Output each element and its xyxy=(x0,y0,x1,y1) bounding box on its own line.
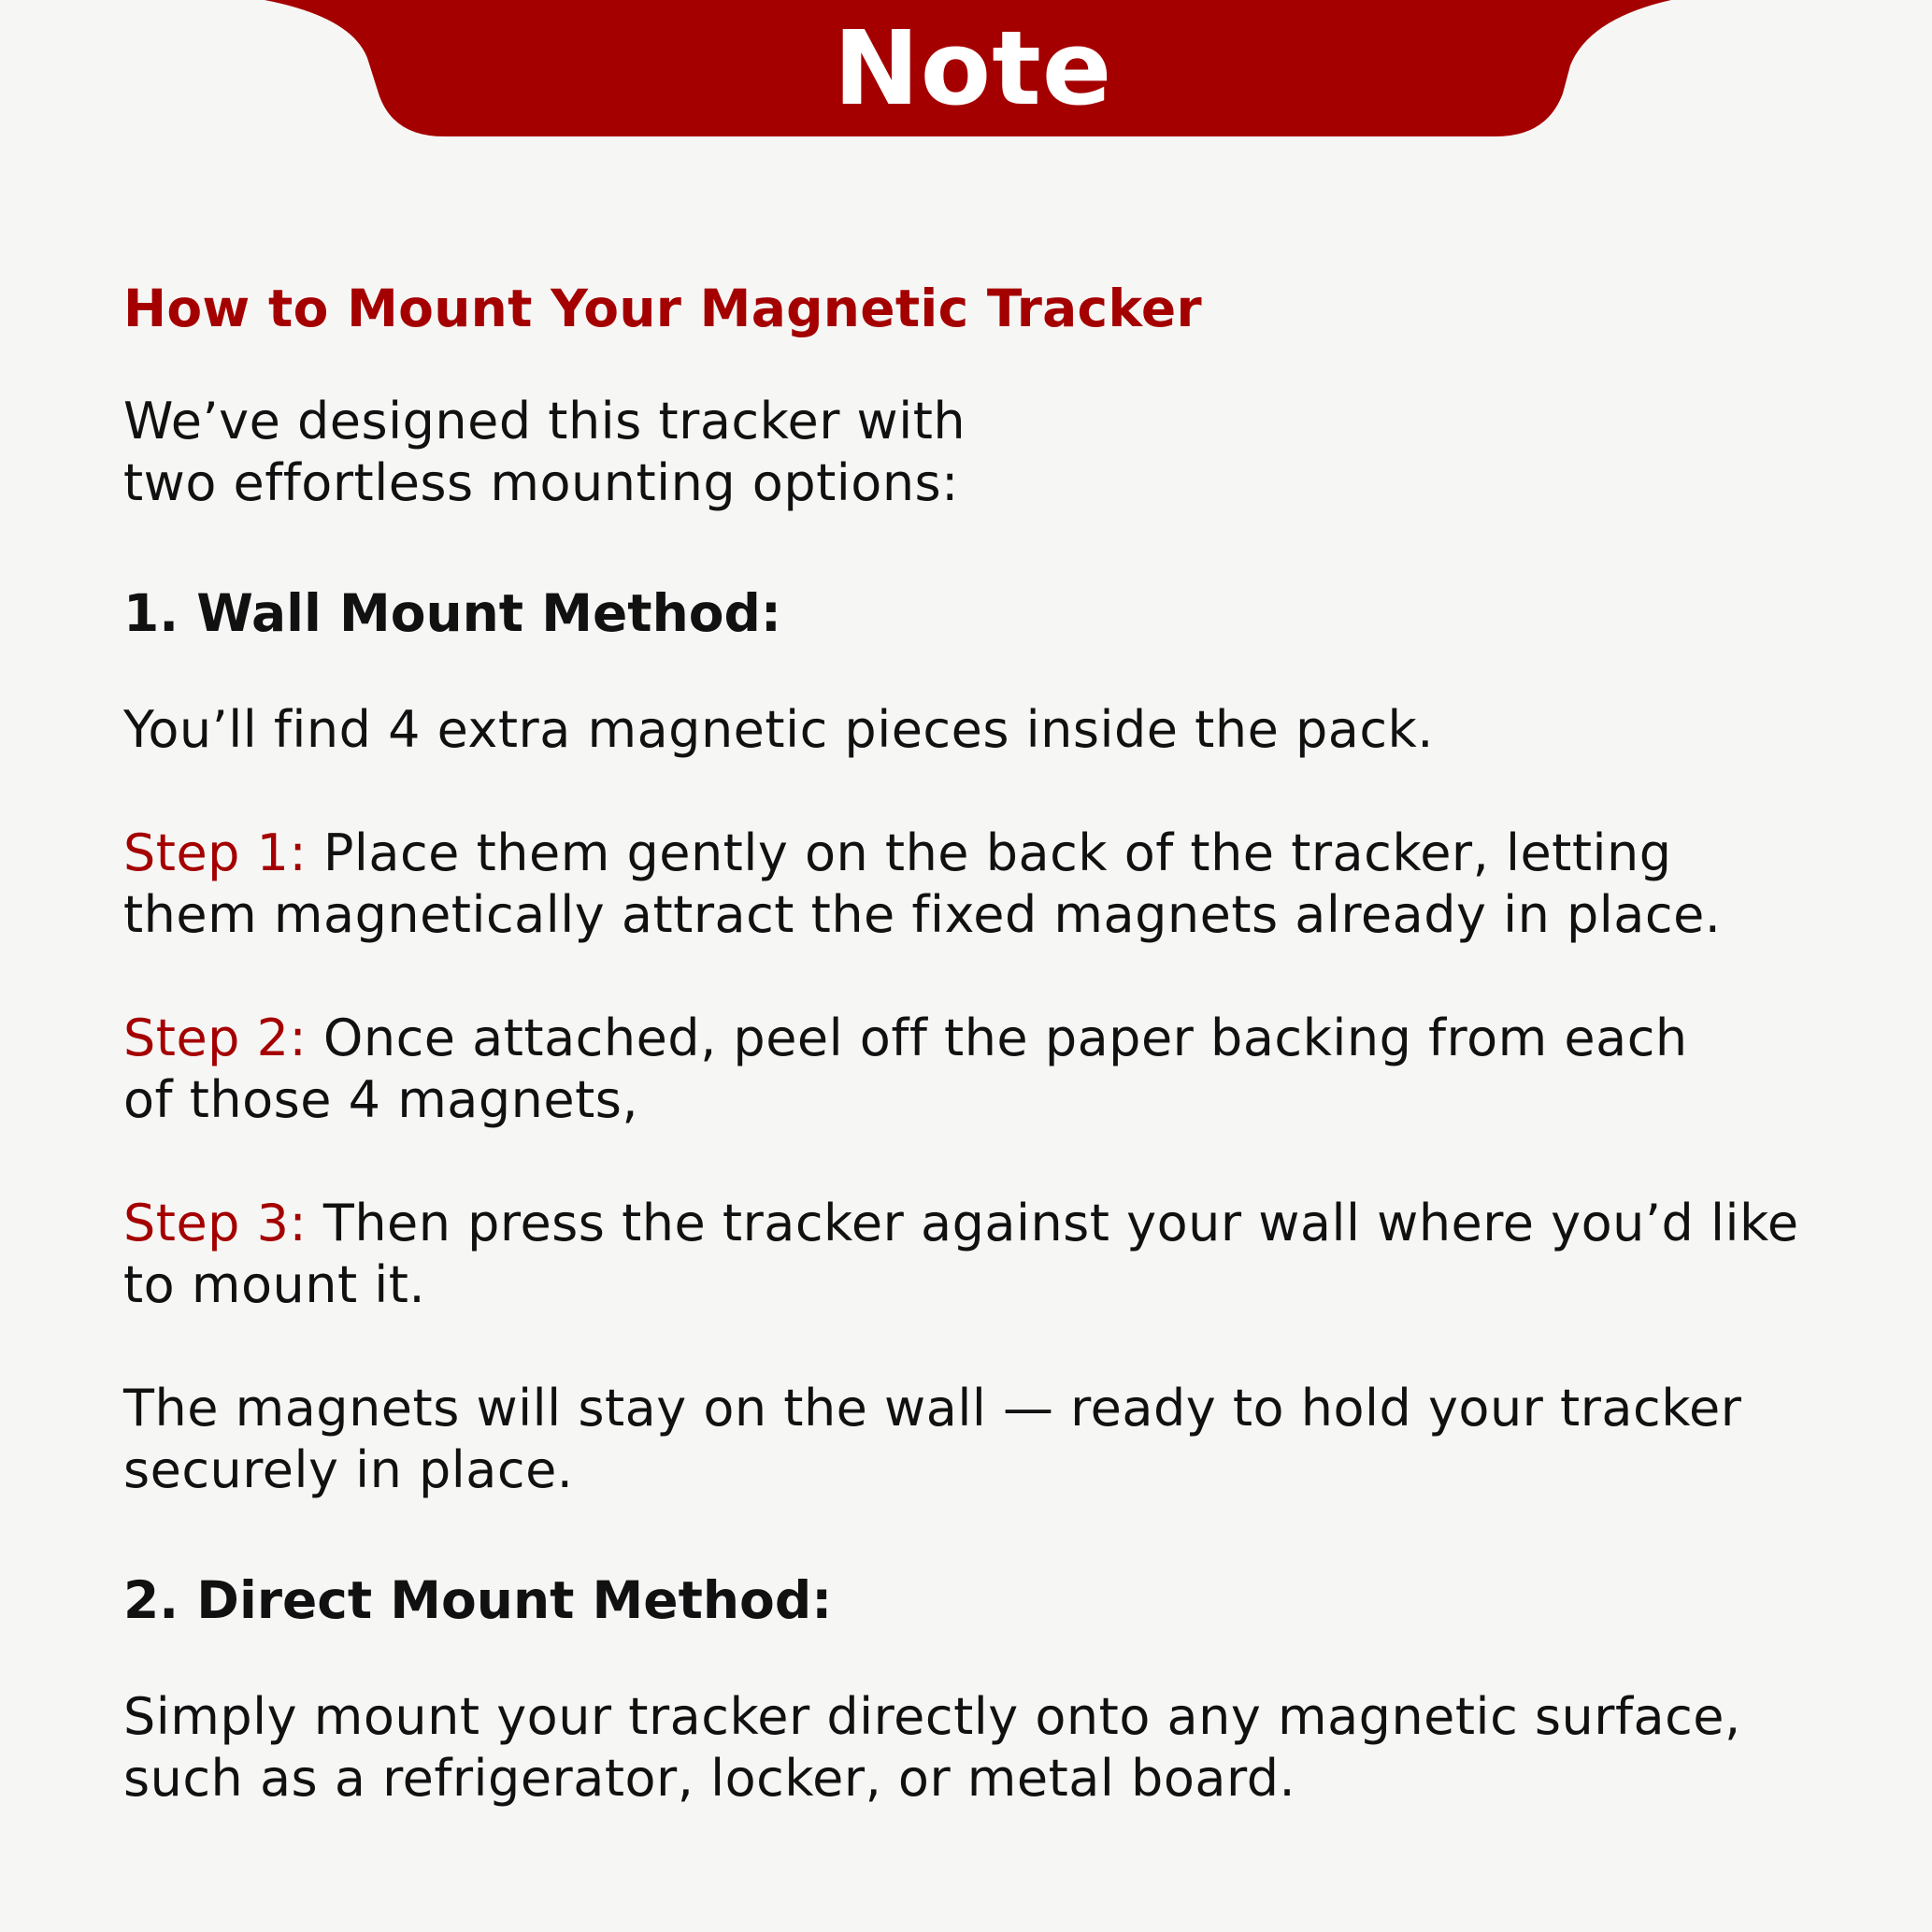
step-3 xyxy=(123,1193,1881,1316)
step-3-text-1: Then press the tracker against your wall where you’d like xyxy=(307,1194,1799,1252)
step-3-line-1 xyxy=(123,1193,1881,1254)
note-banner xyxy=(0,0,1932,140)
intro-paragraph xyxy=(123,391,1881,514)
closing-line-2: securely in place. xyxy=(123,1440,574,1499)
step-1-line-1 xyxy=(123,823,1881,884)
intro-line-1: We’ve designed this tracker with xyxy=(123,392,966,451)
method-2-title: 2. Direct Mount Method: xyxy=(123,1570,833,1630)
method-1-title: 1. Wall Mount Method: xyxy=(123,583,781,643)
step-1-label: Step 1: xyxy=(123,823,308,882)
step-1-text-1: Place them gently on the back of the tracker, letting xyxy=(307,823,1672,882)
step-2-label: Step 2: xyxy=(123,1009,308,1067)
method-2-line-2: such as a refrigerator, locker, or metal board. xyxy=(123,1749,1296,1808)
closing-line-1: The magnets will stay on the wall — ready to hold your tracker xyxy=(123,1379,1742,1438)
method-2-line-1: Simply mount your tracker directly onto any magnetic surface, xyxy=(123,1687,1741,1746)
step-2-line-2: of those 4 magnets, xyxy=(123,1070,639,1129)
step-3-label: Step 3: xyxy=(123,1194,308,1252)
method-1-closing xyxy=(123,1378,1881,1501)
step-2-line-1 xyxy=(123,1008,1881,1069)
method-2-description xyxy=(123,1686,1881,1810)
page-heading: How to Mount Your Magnetic Tracker xyxy=(123,279,1202,338)
step-2-text-1: Once attached, peel off the paper backing from each xyxy=(307,1009,1688,1067)
instructions-content xyxy=(123,271,1881,1871)
step-2 xyxy=(123,1008,1881,1131)
intro-line-2: two effortless mounting options: xyxy=(123,453,959,512)
banner-title: Note xyxy=(833,8,1113,128)
step-1-line-2: them magnetically attract the fixed magnets already in place. xyxy=(123,885,1722,944)
step-3-line-2: to mount it. xyxy=(123,1255,426,1314)
step-1 xyxy=(123,823,1881,946)
method-1-description: You’ll find 4 extra magnetic pieces inside the pack. xyxy=(123,700,1434,759)
